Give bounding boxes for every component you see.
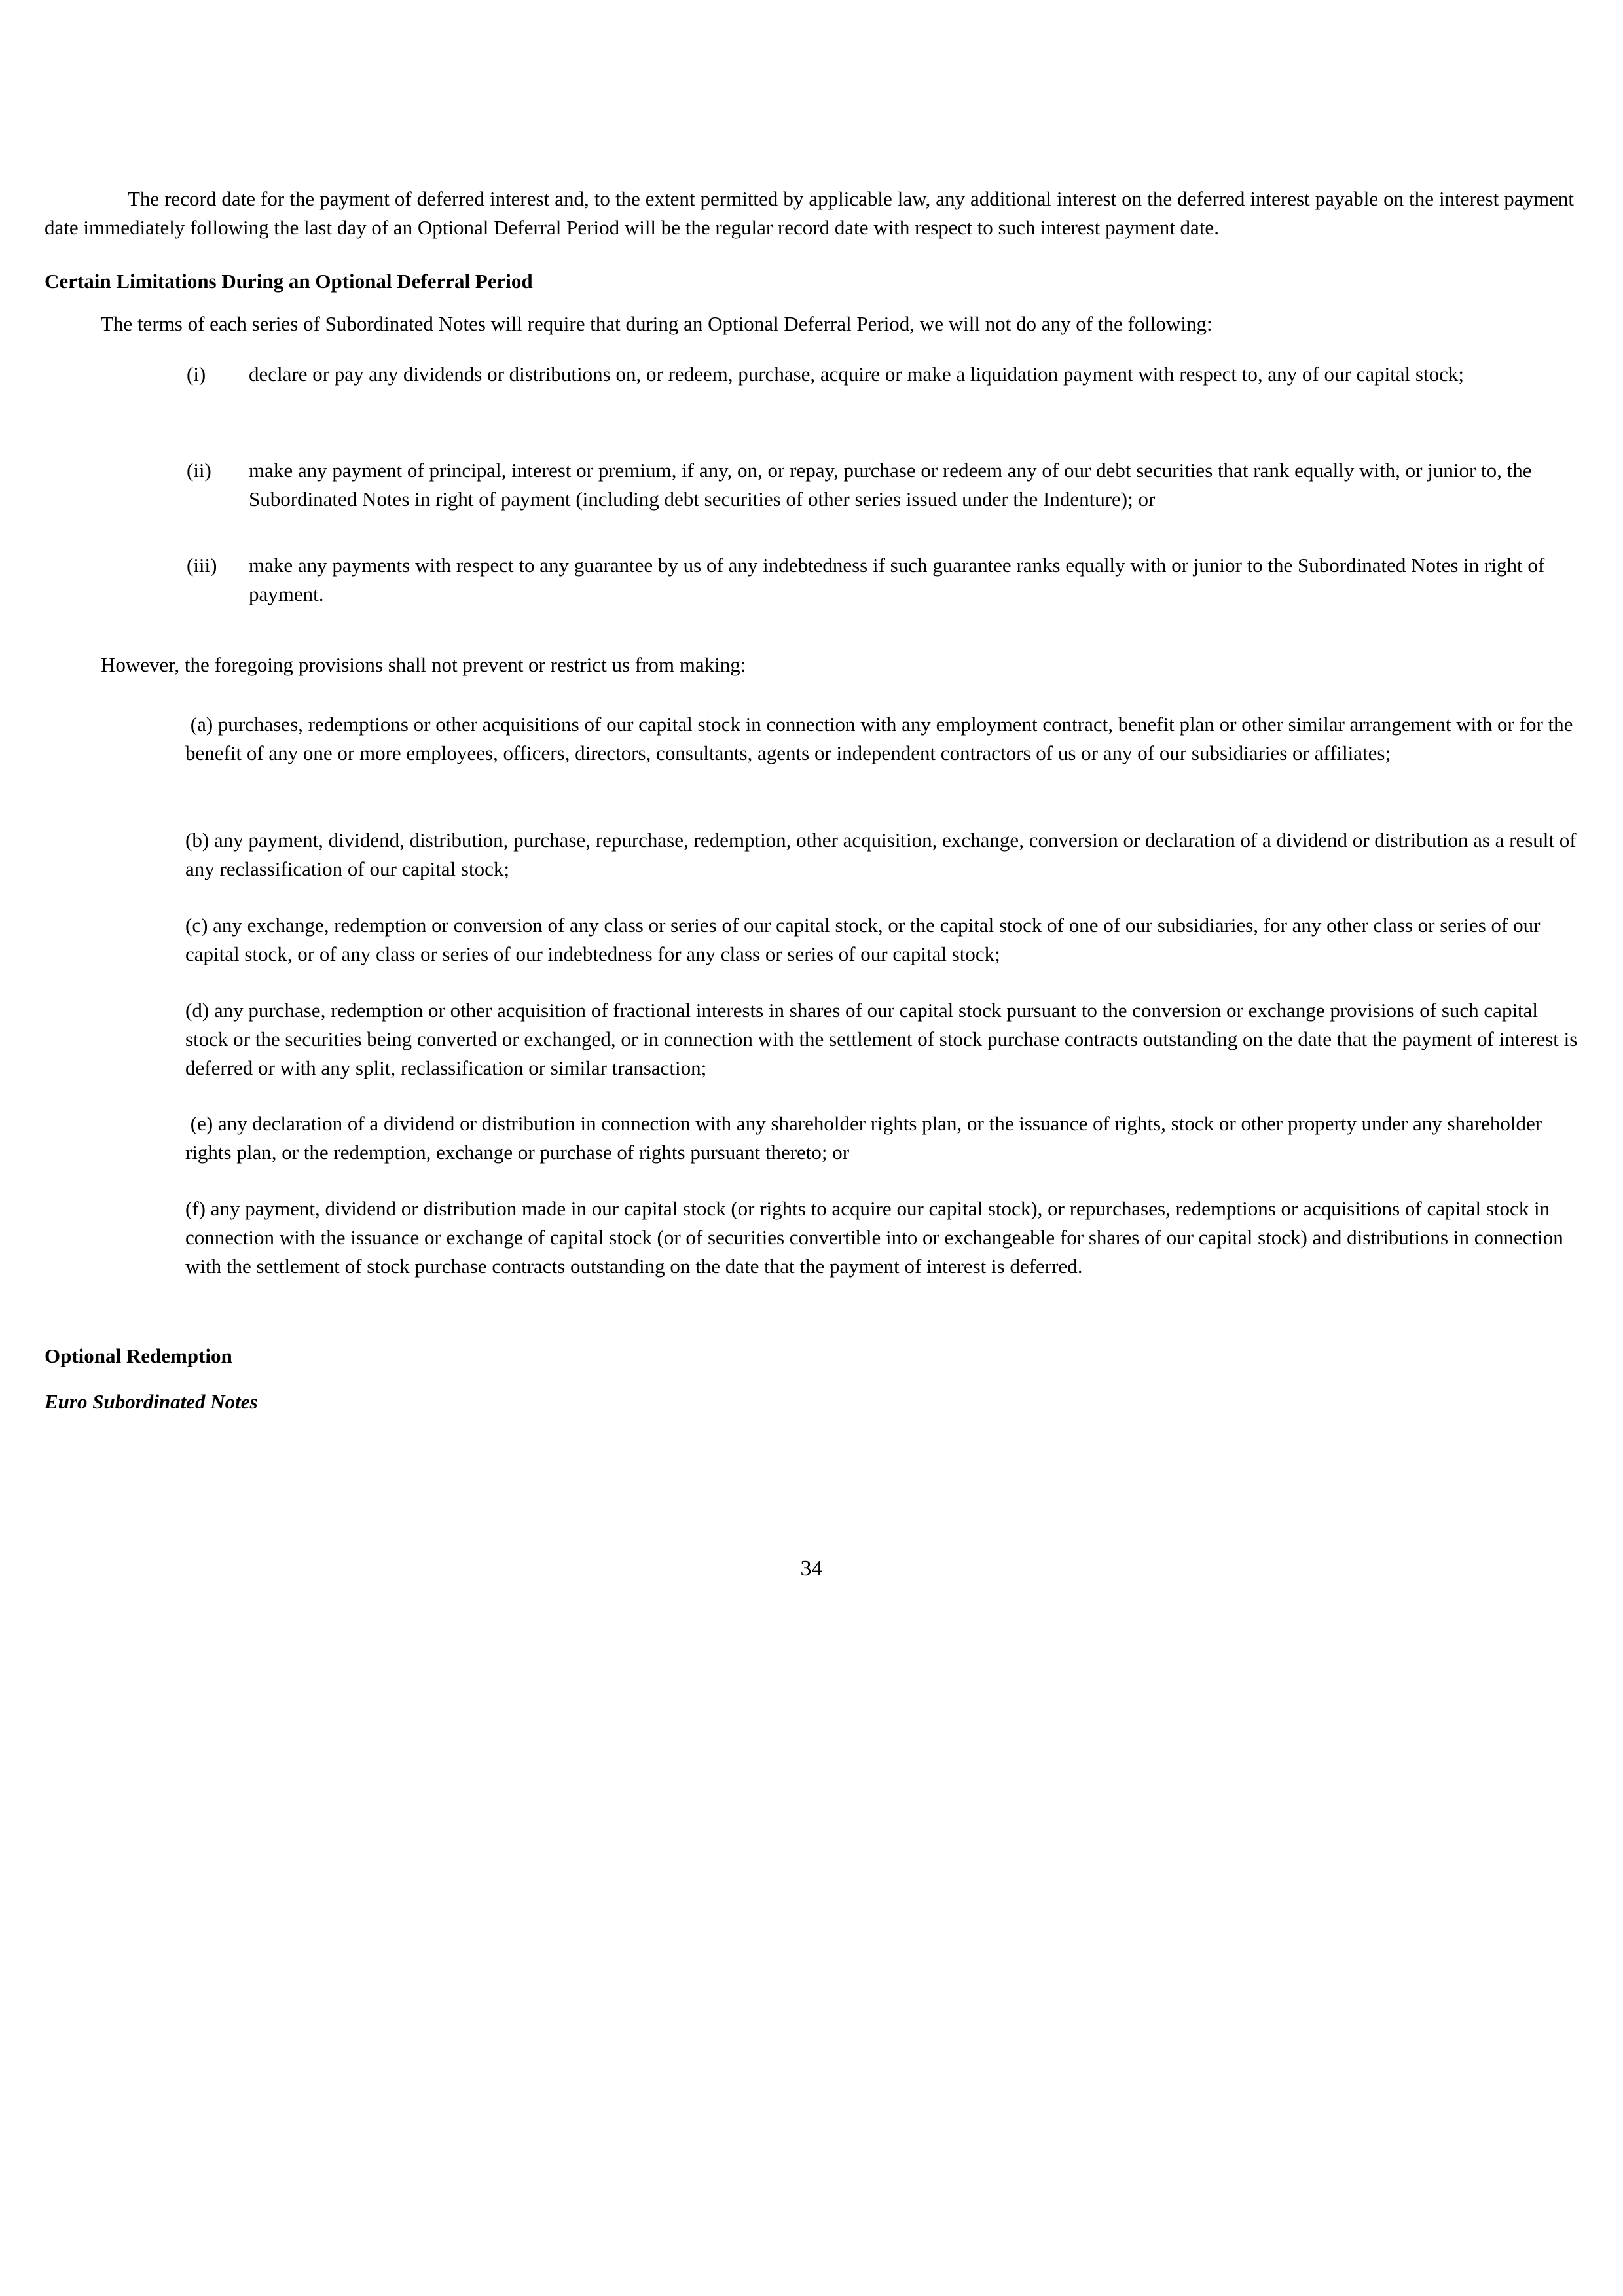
exception-paragraph: (b) any payment, dividend, distribution, purchase, repurchase, redemption, other acquisition, exchange, conversion or declaration of a dividend or distribution as a result of any reclassification of our capital stock; <box>185 829 1577 880</box>
list-item-text: make any payment of principal, interest or premium, if any, on, or repay, purchase or redeem any of our debt securities that rank equally with, or junior to, the Subordinated Notes in right of payment (including debt securities of other series issued under the Indenture); or <box>249 459 1532 511</box>
list-item-text: declare or pay any dividends or distributions on, or redeem, purchase, acquire or make a liquidation payment with respect to, any of our capital stock; <box>249 363 1464 386</box>
exception-paragraph: (c) any exchange, redemption or conversion of any class or series of our capital stock, or the capital stock of one of our subsidiaries, for any other class or series of our capital stock, or of any class or series of our indebtedness for any class or series of our capital stock; <box>185 914 1541 965</box>
list-item-text: make any payments with respect to any guarantee by us of any indebtedness if such guarantee ranks equally with or junior to the Subordinated Notes in right of payment. <box>249 554 1545 605</box>
record-date-paragraph: The record date for the payment of deferred interest and, to the extent permitted by applicable law, any additional interest on the deferred interest payable on the interest payment date immediately following the last day of an Optional Deferral Period will be the regular record date with respect to such interest payment date. <box>45 187 1574 239</box>
however-paragraph: However, the foregoing provisions shall not prevent or restrict us from making: <box>101 653 746 676</box>
exception-paragraph: (d) any purchase, redemption or other acquisition of fractional interests in shares of our capital stock pursuant to the conversion or exchange provisions of such capital stock or the securities being converted or exchanged, or in connection with the settlement of stock purchase contracts outstanding on the date that the payment of interest is deferred or with any split, reclassification or similar transaction; <box>185 999 1578 1079</box>
exception-paragraph: (a) purchases, redemptions or other acquisitions of our capital stock in connection with any employment contract, benefit plan or other similar arrangement with or for the benefit of any one or more employees, officers, directors, consultants, agents or independent contractors of us or any of our subsidiaries or affiliates; <box>185 713 1578 764</box>
optional-redemption-heading: Optional Redemption <box>45 1344 232 1367</box>
list-item-number: (ii) <box>187 459 211 482</box>
exception-paragraph: (e) any declaration of a dividend or distribution in connection with any shareholder rights plan, or the issuance of rights, stock or other property under any shareholder rights plan, or the redemption, exchange or purchase of rights pursuant thereto; or <box>185 1112 1547 1164</box>
page-number: 34 <box>800 1556 823 1581</box>
euro-subordinated-notes-subheading: Euro Subordinated Notes <box>45 1390 258 1413</box>
list-item-number: (iii) <box>187 554 217 577</box>
exception-paragraph: (f) any payment, dividend or distribution made in our capital stock (or rights to acquire our capital stock), or repurchases, redemptions or acquisitions of capital stock in connection with the issuance or exchange of capital stock (or of securities convertible into or exchangeable for shares of our capital stock) and distributions in connection with the settlement of stock purchase contracts outstanding on the date that the payment of interest is deferred. <box>185 1197 1563 1278</box>
list-item-number: (i) <box>187 363 206 386</box>
limitations-intro-paragraph: The terms of each series of Subordinated Notes will require that during an Optional Deferral Period, we will not do any of the following: <box>101 312 1213 335</box>
limitations-heading: Certain Limitations During an Optional Deferral Period <box>45 270 533 293</box>
